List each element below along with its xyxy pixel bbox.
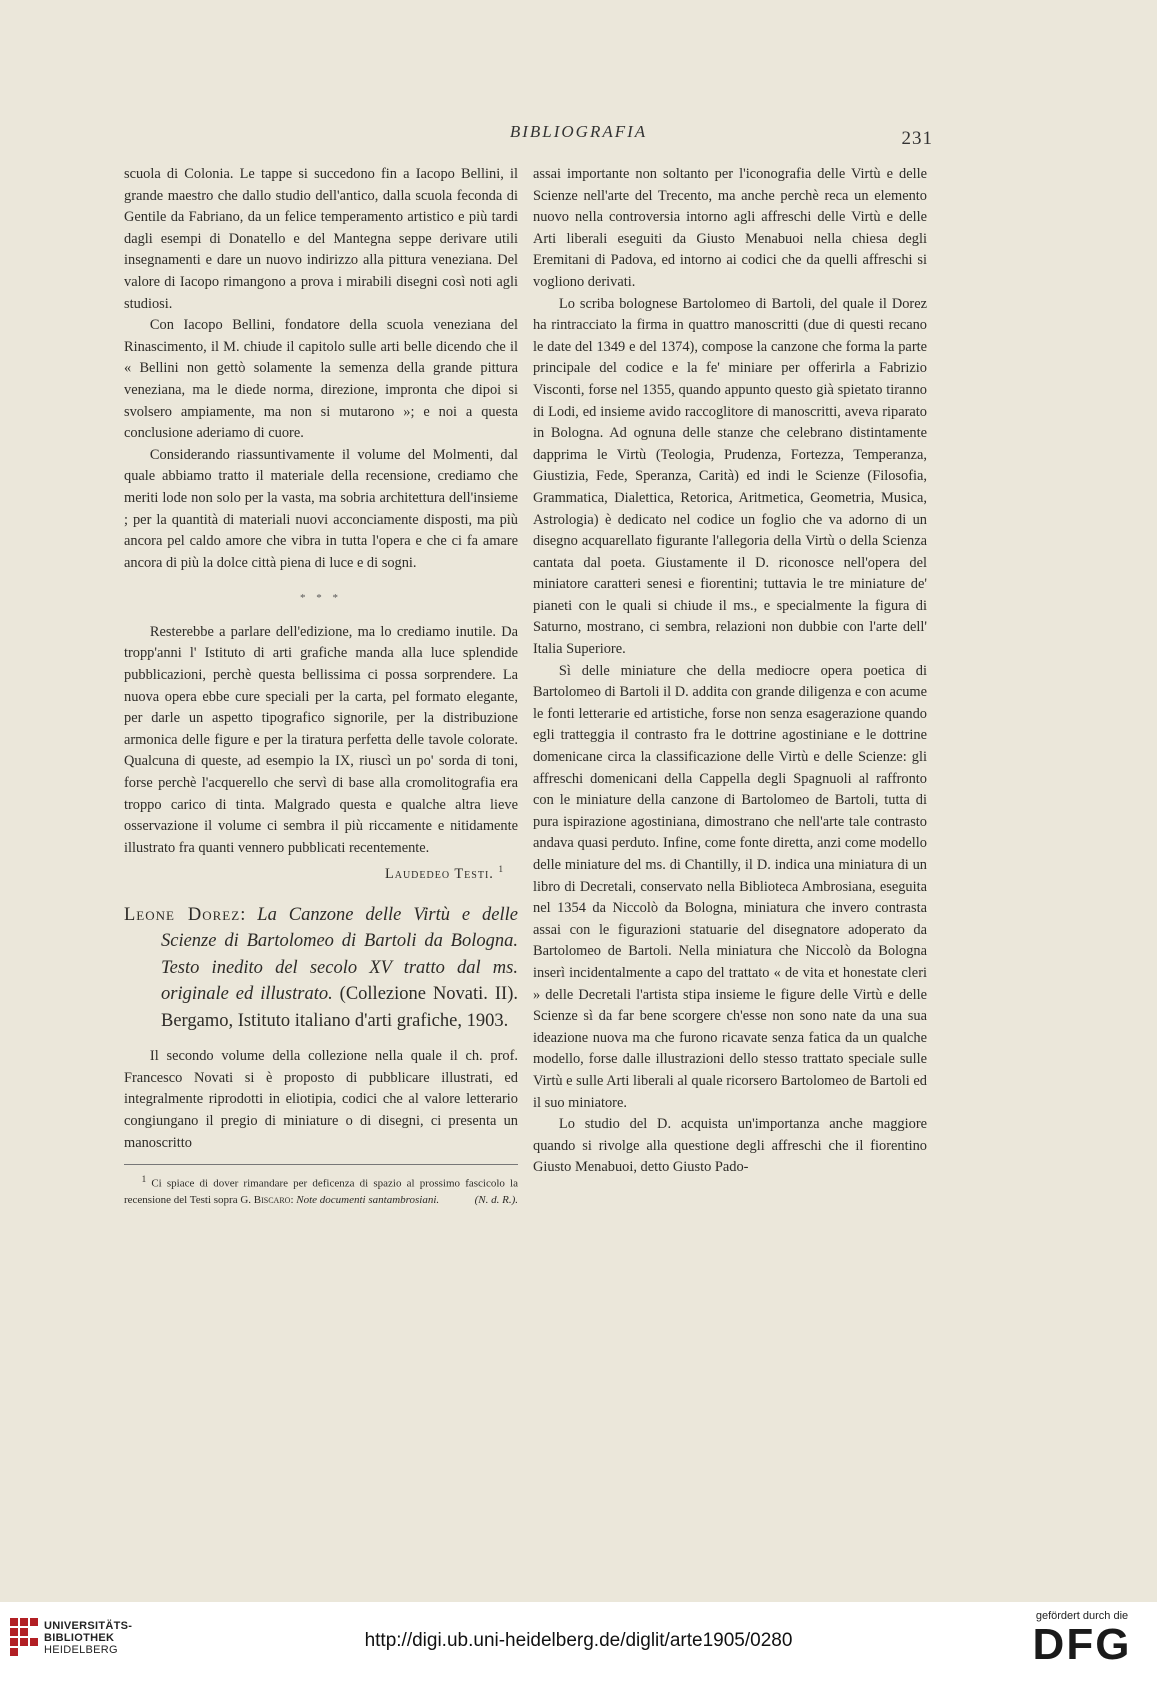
- dfg-sponsor-logo[interactable]: [1017, 1610, 1147, 1668]
- paragraph: Sì delle miniature che della mediocre opera poetica di Bartolomeo di Bartoli il D. addita con grande diligenza e con acume le fonti letterarie ed artistiche, forse non senza esagerazione quando egli tratteggia il contrasto fra le dottrine agostiniane e le dottrine domenicane circa la classificazione delle Virtù e delle Scienze: gli affreschi domenicani della Cappella degli Spagnuoli al raffronto con le miniature della canzone di Bartolomeo de Bartoli, tutta di pura ispirazione agostiniana, dimostrano che nell'arte tale contrasto andava quasi perduto. Infine, come fonte diretta, anzi come modello delle miniature del ms. di Chantilly, il D. indica una miniatura di un libro di Decretali, conservato nella Biblioteca Ambrosiana, eseguita nel 1354 da Niccolò da Bologna, miniatura che invero contrasta assai con le figurazioni statuarie del disegnatore adoperato da Bartolomeo de Bartoli. Nella miniatura che Niccolò da Bologna inserì incidentalmente a capo del trattato « de vita et honestate cleri » delle Decretali l'artista stipa insieme le figure delle Virtù e delle Scienze sì da far bene scorgere ch'esse non sono nate da una sua ideazione nuova ma che furono ricavate senza fatica da un qualche modello, forse dalle illustrazioni dello stesso trattato speciale sulle Virtù e sulle Arti liberali al quale ricorsero Bartolomeo de Bartoli ed il suo miniatore.: [533, 662, 927, 1111]
- paragraph: Lo studio del D. acquista un'importanza anche maggiore quando si rivolge alla questione degli affreschi che il fiorentino Giusto Menabuoi, detto Giusto Pado-: [533, 1116, 927, 1176]
- library-name: UNIVERSITÄTS- BIBLIOTHEK HEIDELBERG: [44, 1620, 133, 1656]
- paragraph: Lo scriba bolognese Bartolomeo di Bartoli, del quale il Dorez ha rintracciato la firma in quattro manoscritti (due di questi recano le date del 1349 e del 1374), compose la canzone che forma la parte principale del codice e la fe' miniare per offerirla a Fabrizio Visconti, forse nel 1355, quando appunto questo già spietato tiranno di Lodi, ed insieme avido raccoglitore di manoscritti, aveva riparato in Bologna. Ad ognuna delle stanze che celebrano distintamente dapprima le Virtù (Teologia, Prudenza, Fortezza, Temperanza, Giustizia, Fede, Speranza, Carità) ed indi le Scienze (Filosofia, Grammatica, Dialettica, Retorica, Aritmetica, Geometria, Musica, Astrologia) è dedicato nel codice un foglio che va adorno di un disegno acquarellato figurante l'allegoria della Virtù o della Scienza cantata dal poeta. Giustamente il D. riconosce nell'opera del miniatore caratteri senesi e fiorentini; tuttavia le tre miniature de' pianeti con le quali si chiude il ms., e specialmente la figura di Saturno, mostrano, ci sembra, relazioni non dubbie con l'arte dell' Italia Superiore.: [533, 295, 927, 658]
- paragraph: scuola di Colonia. Le tappe si succedono fin a Iacopo Bellini, il grande maestro che dallo studio dell'antico, dalla scuola feconda di Gentile da Fabriano, da un felice temperamento artistico e più tardi dagli esempi di Donatello e del Mantegna seppe derivare utili insegnamenti e dare un nuovo indirizzo alla pittura veneziana. Del valore di Iacopo rimangono a prova i mirabili disegni così noti agli studiosi.: [124, 166, 518, 312]
- page-number: 231: [901, 128, 933, 149]
- footnote-divider: [124, 1164, 518, 1165]
- book-imprint: (Collezione Novati. II). Bergamo, Istituto italiano d'arti grafiche, 1903.: [161, 984, 518, 1031]
- right-column: [533, 164, 927, 1179]
- paragraph: Resterebbe a parlare dell'edizione, ma lo crediamo inutile. Da tropp'anni l' Istituto di arti grafiche manda alla luce splendide pubblicazioni, perchè questa bellissima ci possa sorprendere. La nuova opera ebbe cure speciali per la carta, pel formato elegante, per darle un aspetto tipografico signorile, per la distribuzione armonica delle figure e per la tiratura perfetta delle tavole colorate. Qualcuna di queste, ad esempio la IX, riuscì un po' sorda di toni, forse perchè l'acquerello che servì di base alla cromolitografia era troppo carico di tinta. Malgrado questa e qualche altra lieve osservazione il volume ci sembra il più riccamente e nitidamente illustrato fra quanti vennero pubblicati recentemente.: [124, 623, 518, 856]
- section-separator: * * *: [300, 592, 342, 605]
- sponsor-caption: gefördert durch die: [1035, 1610, 1129, 1622]
- book-review-heading: Leone Dorez: La Canzone delle Virtù e delle Scienze di Bartolomeo di Bartoli da Bologna. Testo inedito del secolo XV tratto dal ms. originale ed illustrato. (Collezione Novati. II). Bergamo, Istituto italiano d'arti grafiche, 1903.: [124, 904, 519, 1031]
- footnote-work: Note documenti santambrosiani.: [296, 1193, 440, 1206]
- signature-name: Laudedeo Testi.: [384, 866, 494, 883]
- footnote-text: Ci spiace di dover rimandare per deficenza di spazio al prossimo fascicolo la recensione del Testi sopra G.: [124, 1177, 518, 1206]
- book-author: Leone Dorez: [124, 904, 241, 925]
- dfg-wordmark: DFG: [1032, 1620, 1132, 1669]
- source-url-link[interactable]: http://digi.ub.uni-heidelberg.de/diglit/arte1905/0280: [364, 1630, 793, 1651]
- running-head: BIBLIOGRAFIA: [509, 122, 648, 141]
- footnote-marker: 1: [141, 1174, 147, 1185]
- paragraph: Considerando riassuntivamente il volume del Molmenti, dal quale abbiamo tratto il materiale della recensione, crediamo che meriti lode non solo per la vasta, ma sobria architettura dell'insieme ; per la quantità di materiali nuovi acconciamente disposti, ma più ancora pel caldo amore che vibra in tutta l'opera e che ci fa amare ancora di più la dolce città piena di luce e di sogni.: [124, 446, 518, 571]
- digitization-footer: [0, 1602, 1157, 1684]
- footnote: $^1$ Ci spiace di dover rimandare per deficenza di spazio al prossimo fascicolo la recensione del Testi sopra G. Biscaro: Note documenti santambrosiani. (N. d. R.).: [124, 1174, 518, 1206]
- footnote-sign: (N. d. R.).: [474, 1193, 518, 1206]
- footnote-author: Biscaro: [253, 1193, 291, 1206]
- paragraph: assai importante non soltanto per l'iconografia delle Virtù e delle Scienze nell'arte del Trecento, ma anche perchè reca un elemento nuovo nella controversia intorno agli affreschi delle Virtù e delle Arti liberali eseguiti da Giusto Menabuoi nella chiesa degli Eremitani di Padova, ed intorno ai codici che da quelli affreschi si vogliono derivati.: [533, 166, 927, 290]
- author-signature: [124, 859, 504, 885]
- footnote-reference: 1: [498, 864, 504, 875]
- paragraph: Con Iacopo Bellini, fondatore della scuola veneziana del Rinascimento, il M. chiude il capitolo sulle arti belle dicendo che il « Bellini non gettò solamente la semenza della grande pittura veneziana, ma le diede norma, direzione, impronta che dipoi si svolsero ampiamente, ma non si mutarono »; e noi a questa conclusione aderiamo di cuore.: [124, 317, 518, 442]
- left-column: [124, 164, 518, 1208]
- paragraph: Il secondo volume della collezione nella quale il ch. prof. Francesco Novati si è proposto di pubblicare illustrati, ed integralmente riprodotti in eliotipia, codici che al valore letterario congiungano il pregio di miniature o di disegni, ci presenta un manoscritto: [124, 1048, 518, 1151]
- book-title: La Canzone delle Virtù e delle Scienze di Bartolomeo di Bartoli da Bologna. Testo inedito del secolo XV tratto dal ms. originale ed illustrato.: [161, 904, 519, 1005]
